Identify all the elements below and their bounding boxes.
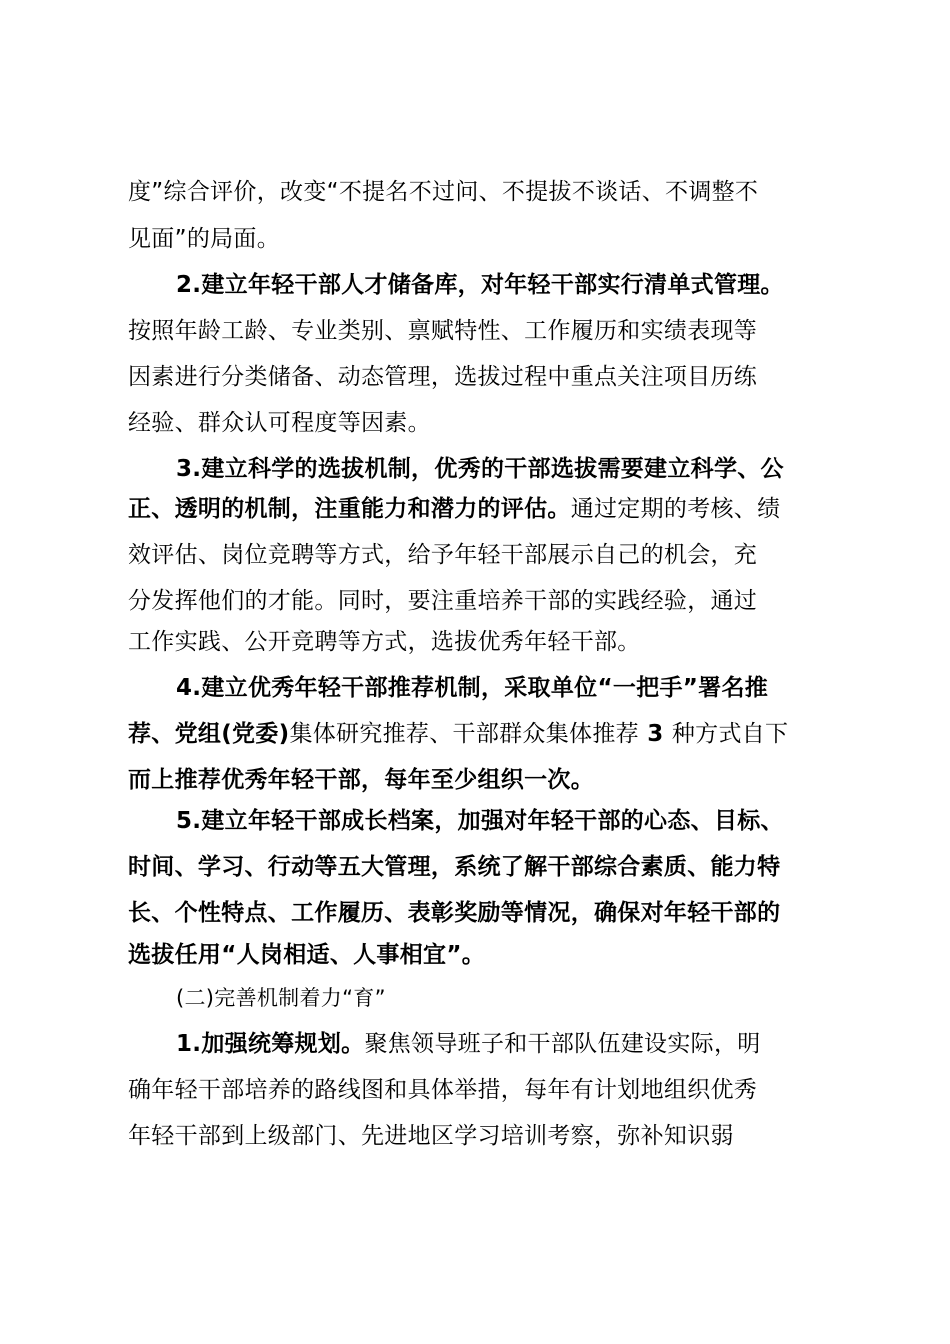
body-line: [128, 1121, 734, 1151]
body-line: [128, 852, 780, 882]
item-heading-line: [176, 1029, 761, 1059]
body-line: [128, 898, 780, 928]
item-heading-text: 选拔任用“人岗相适、人事相宜”。: [128, 942, 486, 968]
body-text: 年轻干部到上级部门、先进地区学习培训考察，弥补知识弱: [128, 1123, 734, 1149]
body-line: [128, 316, 757, 346]
item-heading-line: [176, 454, 784, 484]
body-line: [128, 177, 758, 207]
item-heading-text: 4.建立优秀年轻干部推荐机制，采取单位“一把手”署名推: [176, 675, 769, 701]
body-line: [128, 586, 757, 616]
body-line: [128, 224, 280, 254]
body-text: 经验、群众认可程度等因素。: [128, 410, 431, 436]
item-heading-text: 荐、党组(党委): [128, 721, 290, 747]
item-heading-line: [176, 806, 784, 836]
body-text: 因素进行分类储备、动态管理，选拔过程中重点关注项目历练: [128, 364, 758, 390]
body-text: 通过定期的考核、绩: [570, 496, 781, 522]
body-text: 按照年龄工龄、专业类别、禀赋特性、工作履历和实绩表现等: [128, 318, 758, 344]
body-line: [128, 494, 780, 524]
body-text: 见面”的局面。: [128, 226, 281, 252]
item-heading-text: 1.加强统筹规划。: [176, 1031, 365, 1057]
item-heading-text: 长、个性特点、工作履历、表彰奖励等情况，确保对年轻干部的: [128, 900, 781, 926]
item-heading-line: [176, 270, 784, 300]
body-text: 效评估、岗位竞聘等方式，给予年轻干部展示自己的机会，充: [128, 542, 758, 568]
section-heading: [176, 983, 386, 1013]
body-line: [128, 940, 485, 970]
body-line: [128, 765, 594, 795]
item-heading-text: 2.建立年轻干部人才储备库，对年轻干部实行清单式管理。: [176, 272, 784, 298]
item-heading-text: 时间、学习、行动等五大管理，系统了解干部综合素质、能力特: [128, 854, 781, 880]
body-line: [128, 362, 757, 392]
item-heading-text: 正、透明的机制，注重能力和潜力的评估。: [128, 496, 571, 522]
body-line: [128, 627, 641, 657]
body-text: 集体研究推荐、干部群众集体推荐: [289, 721, 639, 747]
body-text: 确年轻干部培养的路线图和具体举措，每年有计划地组织优秀: [128, 1077, 758, 1103]
item-heading-text: 3.建立科学的选拔机制，优秀的干部选拔需要建立科学、公: [176, 456, 784, 482]
item-heading-line: [176, 673, 768, 703]
body-text: 种方式自下: [671, 721, 789, 747]
section-heading-text: (二)完善机制着力“育”: [176, 986, 386, 1010]
body-line: [128, 540, 757, 570]
body-text: 聚焦领导班子和干部队伍建设实际，明: [364, 1031, 761, 1057]
body-text: 度”综合评价，改变“不提名不过问、不提拔不谈话、不调整不: [128, 179, 759, 205]
body-line: [128, 719, 788, 749]
body-text: 工作实践、公开竞聘等方式，选拔优秀年轻干部。: [128, 629, 641, 655]
body-text: 分发挥他们的才能。同时，要注重培养干部的实践经验，通过: [128, 588, 758, 614]
item-heading-text: 而上推荐优秀年轻干部，每年至少组织一次。: [128, 767, 594, 793]
body-line: [128, 408, 431, 438]
number-text: 3: [638, 721, 672, 747]
item-heading-text: 5.建立年轻干部成长档案，加强对年轻干部的心态、目标、: [176, 808, 784, 834]
body-line: [128, 1075, 757, 1105]
